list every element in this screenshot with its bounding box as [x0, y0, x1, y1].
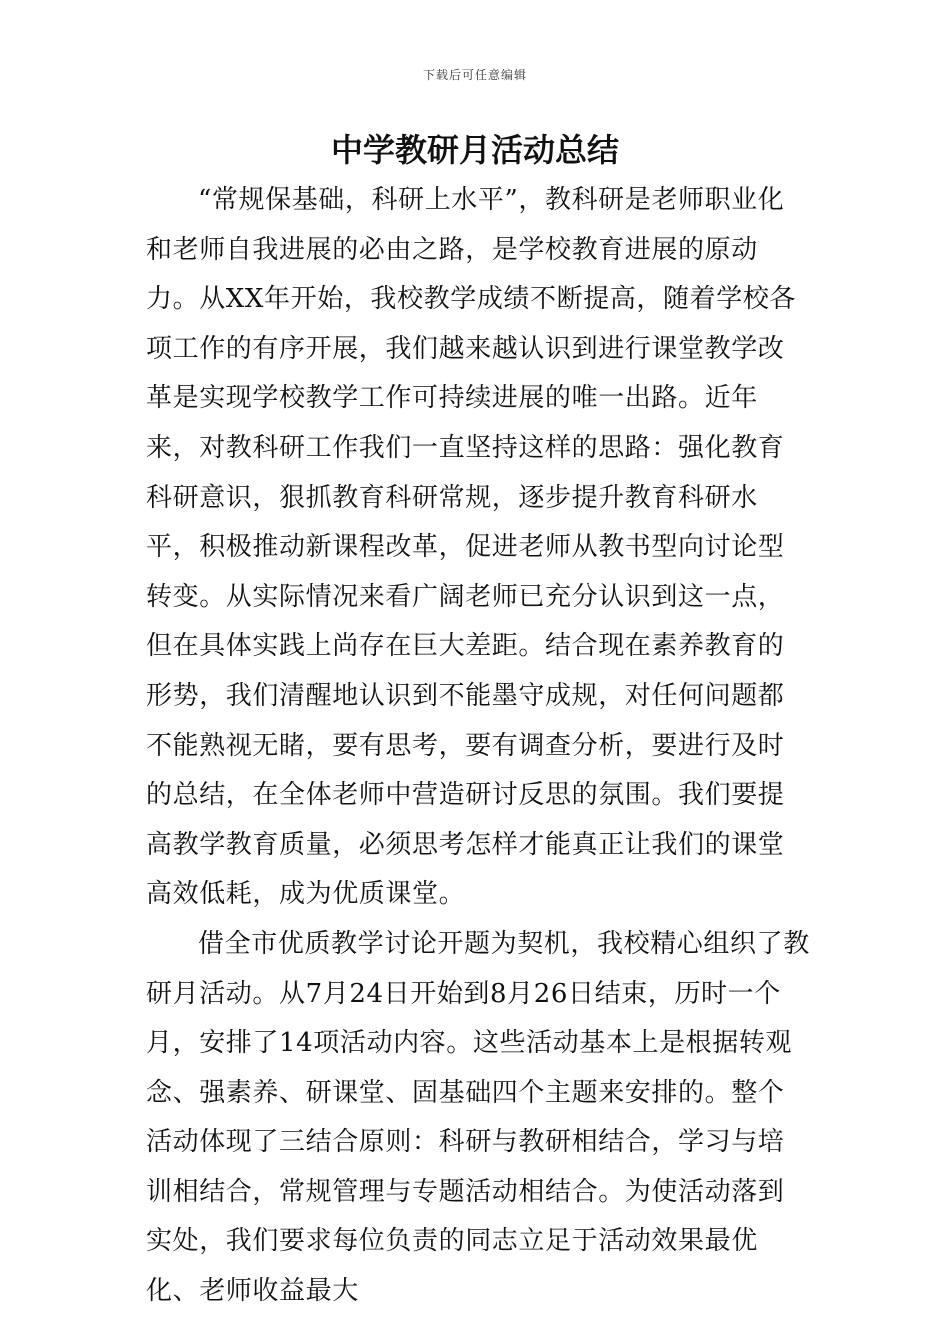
- document-body: [146, 176, 810, 1317]
- paragraph: “常规保基础，科研上水平”，教科研是老师职业化和老师自我进展的必由之路，是学校教育进展的原动力。从XX年开始，我校教学成绩不断提高，随着学校各项工作的有序开展，我们越来越认识到进行课堂教学改革是实现学校教学工作可持续进展的唯一出路。近年来，对教科研工作我们一直坚持这样的思路：强化教育科研意识，狠抓教育科研常规，逐步提升教育科研水平，积极推动新课程改革，促进老师从教书型向讨论型转变。从实际情况来看广阔老师已充分认识到这一点，但在具体实践上尚存在巨大差距。结合现在素养教育的形势，我们清醒地认识到不能墨守成规，对任何问题都不能熟视无睹，要有思考，要有调查分析，要进行及时的总结，在全体老师中营造研讨反思的氛围。我们要提高教学教育质量，必须思考怎样才能真正让我们的课堂高效低耗，成为优质课堂。: [146, 185, 797, 910]
- header-note: 下载后可任意编辑: [422, 68, 527, 82]
- document-title: 中学教研月活动总结: [330, 131, 619, 169]
- paragraph: 借全市优质教学讨论开题为契机，我校精心组织了教研月活动。从7月24日开始到8月26日结束，历时一个月，安排了14项活动内容。这些活动基本上是根据转观念、强素养、研课堂、固基础四个主题来安排的。整个活动体现了三结合原则：科研与教研相结合，学习与培训相结合，常规管理与专题活动相结合。为使活动落到实处，我们要求每位负责的同志立足于活动效果最优化、老师收益最大: [146, 928, 810, 1307]
